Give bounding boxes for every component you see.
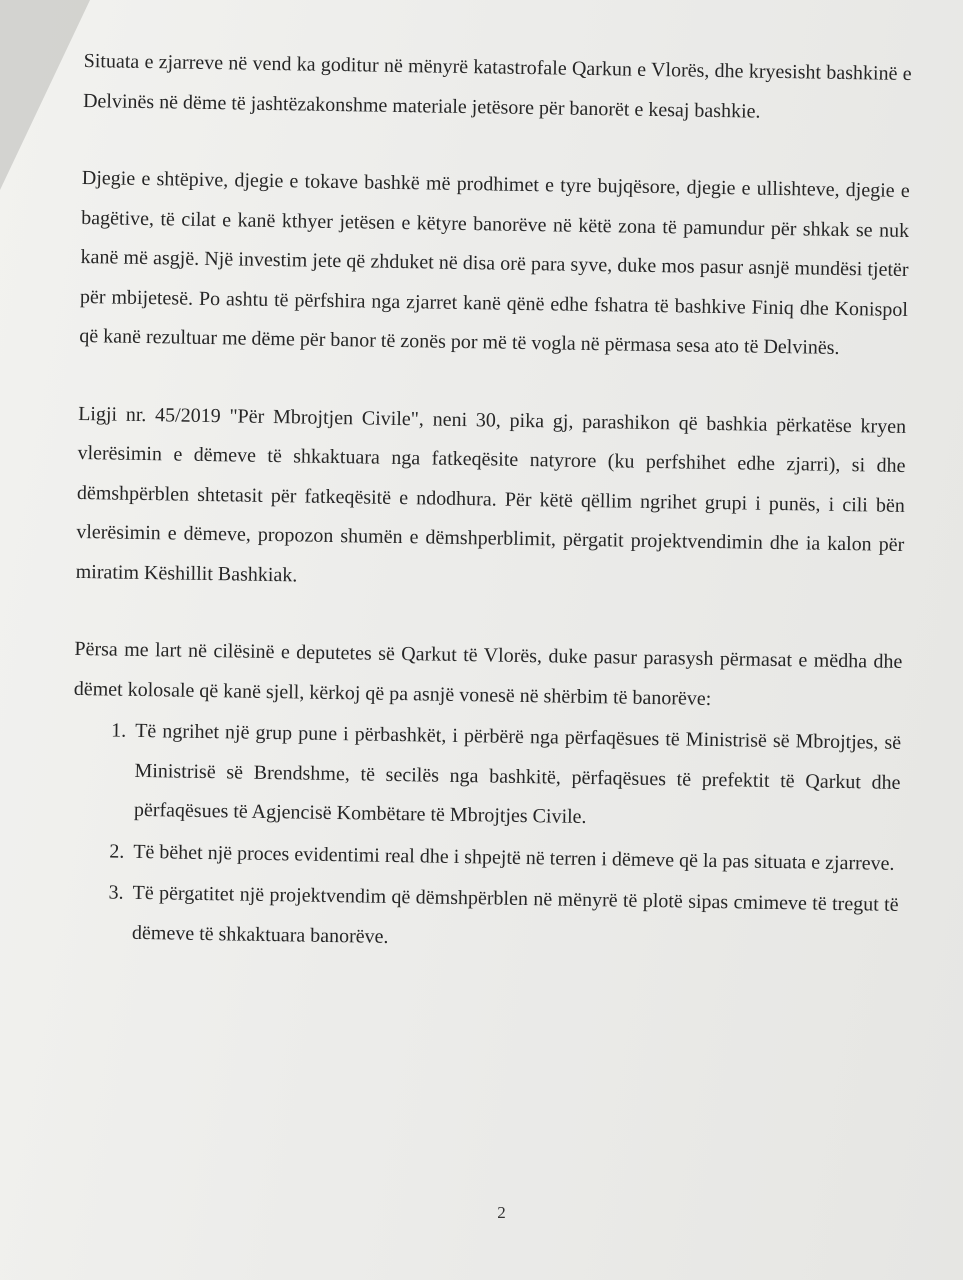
- paragraph-3: Ligji nr. 45/2019 "Për Mbrojtjen Civile", neni 30, pika gj, parashikon që bashkia përkatëse kryen vlerësimin e dëmeve të shkaktuara nga fatkeqësite natyrore (ku perfshihet edhe zjarri), si dhe dëmshpërblen shtetasit për fatkeqësitë e ndodhura. Për këtë qëllim ngrihet grupi i punës, i cili bën vlerësimin e dëmeve, propozon shumën e dëmshperblimit, përgatit projektvendimin dhe ia kalon për miratim Këshillit Bashkiak.: [75, 402, 907, 586]
- document-body: [70, 42, 912, 967]
- list-item: 2. Të bëhet një proces evidentimi real dhe i shpejtë në terren i dëmeve që la pas situata e zjarreve.: [129, 832, 900, 884]
- request-list: [70, 711, 902, 965]
- list-item: 3. Të përgatitet një projektvendim që dëmshpërblen në mënyrë të plotë sipas cmimeve të tregut të dëmeve të shkaktuara banorëve.: [128, 874, 899, 965]
- page-number: 2: [497, 1203, 506, 1222]
- paragraph-4: Përsa me lart në cilësinë e deputetes së Qarkut të Vlorës, duke pasur parasysh përmasat e mëdha dhe dëmet kolosale që kanë sjell, kërkoj që pa asnjë vonesë në shërbim të banorëve:: [73, 637, 903, 710]
- paragraph-2: Djegie e shtëpive, djegie e tokave bashkë më prodhimet e tyre bujqësore, djegie e ullishteve, djegie e bagëtive, të cilat e kanë kthyer jetësen e këtyre banorëve në këtë zona të pamundur për shkak se nuk kanë më asgjë. Një investim jete që zhduket në disa orë para syve, duke mos pasur asnjë mundësi tjetër për mbijetesë. Po ashtu të përfshira nga zjarret kanë qënë edhe fshatra të bashkive Finiq dhe Konispol që kanë rezultuar me dëme për banor të zonës por më të vogla në përmasa sesa ato të Delvinës.: [79, 166, 910, 359]
- list-item: 1. Të ngrihet një grup pune i përbashkët, i përbërë nga përfaqësues të Ministrisë së Mbrojtjes, së Ministrisë së Brendshme, të secilës nga bashkitë, përfaqësues të prefektit të Qarkut dhe përfaqësues të Agjencisë Kombëtare të Mbrojtjes Civile.: [130, 712, 902, 843]
- paragraph-1: Situata e zjarreve në vend ka goditur në mënyrë katastrofale Qarkun e Vlorës, dhe kryesisht bashkinë e Delvinës në dëme të jashtëzakonshme materiale jetësore për banorët e kesaj bashkie.: [82, 49, 912, 123]
- page-corner-shadow: [0, 0, 90, 190]
